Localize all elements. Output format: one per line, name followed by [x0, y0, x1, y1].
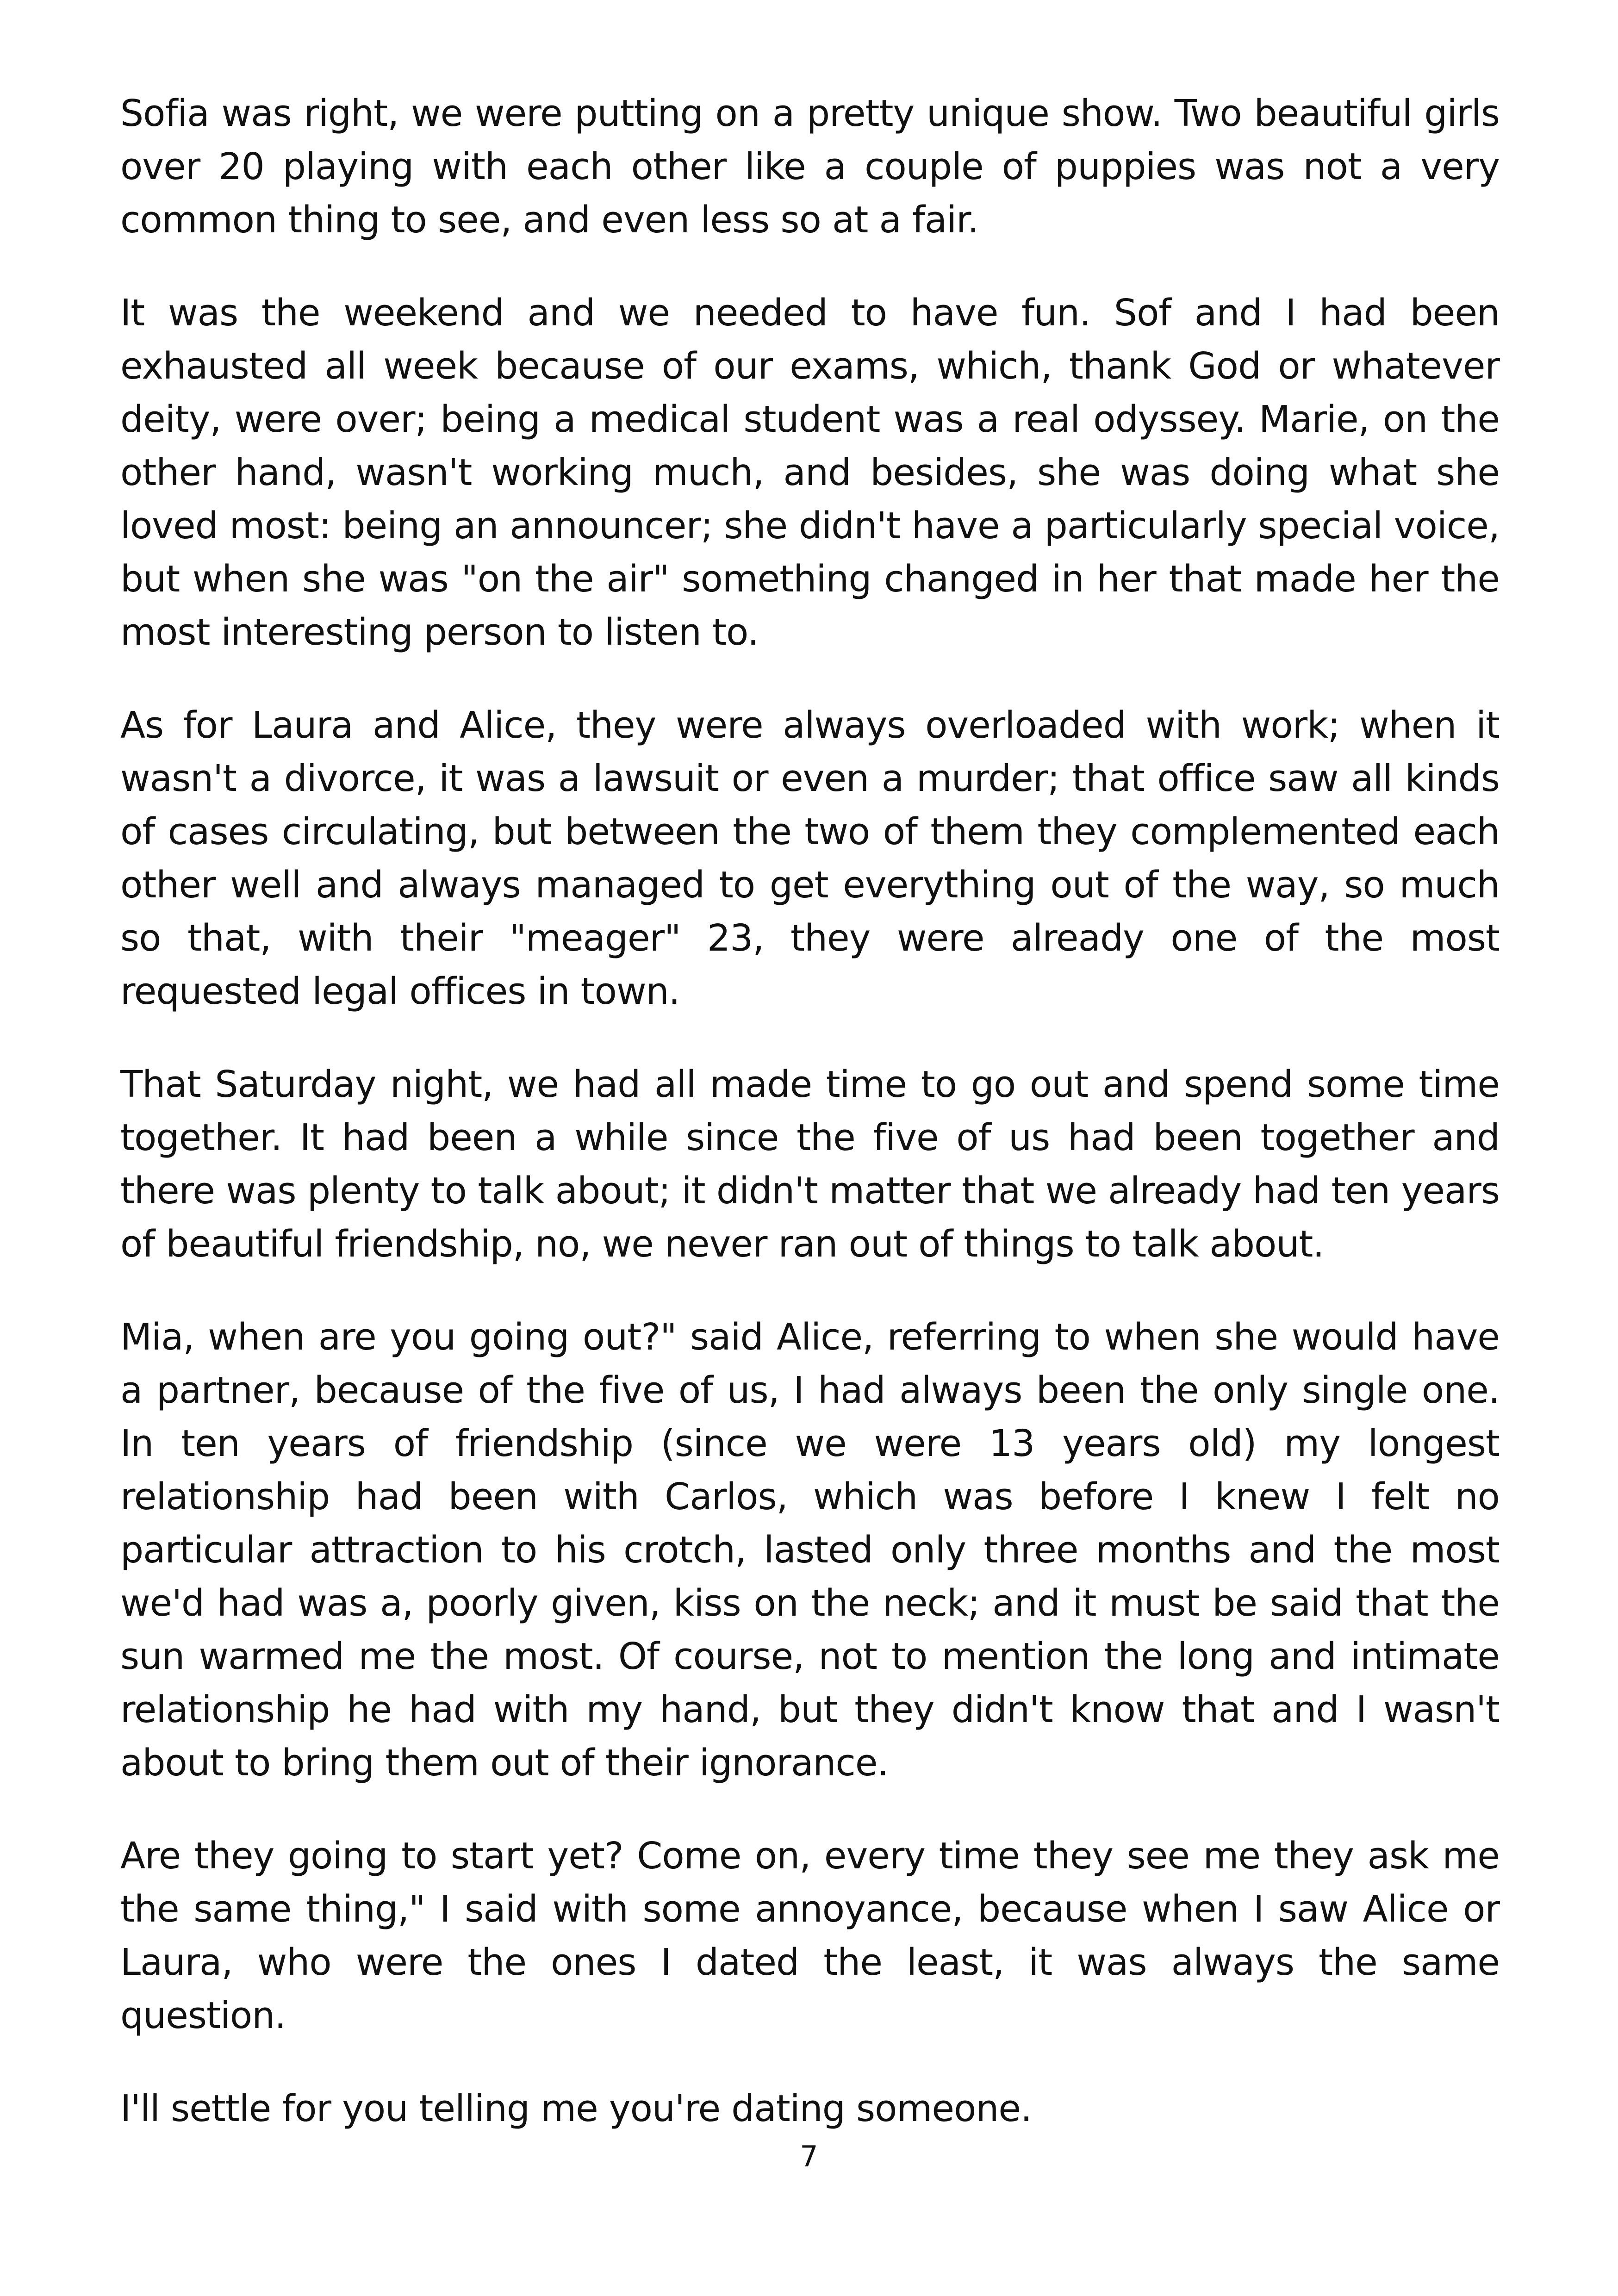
paragraph-1: Sofia was right, we were putting on a pretty unique show. Two beautiful girls over 20 playing with each other like a couple of puppies was not a very common thing to see, and even less so at a fair. — [120, 92, 1500, 241]
body-text — [120, 87, 1500, 2175]
page-number: 7 — [800, 2140, 818, 2173]
paragraph-3: As for Laura and Alice, they were always overloaded with work; when it wasn't a divorce, it was a lawsuit or even a murder; that office saw all kinds of cases circulating, but between the two of them they complemented each other well and always managed to get everything out of the way, so much so that, with their "meager" 23, they were already one of the most requested legal offices in town. — [120, 704, 1500, 1013]
paragraph-6: Are they going to start yet? Come on, every time they see me they ask me the same thing," I said with some annoyance, because when I saw Alice or Laura, who were the ones I dated the least, it was always the same question. — [120, 1835, 1500, 2037]
paragraph-5: Mia, when are you going out?" said Alice, referring to when she would have a partner, because of the five of us, I had always been the only single one. In ten years of friendship (since we were 13 years old) my longest relationship had been with Carlos, which was before I knew I felt no particular attraction to his crotch, lasted only three months and the most we'd had was a, poorly given, kiss on the neck; and it must be said that the sun warmed me the most. Of course, not to mention the long and intimate relationship he had with my hand, but they didn't know that and I wasn't about to bring them out of their ignorance. — [120, 1316, 1500, 1784]
paragraph-4: That Saturday night, we had all made time to go out and spend some time together. It had been a while since the five of us had been together and there was plenty to talk about; it didn't matter that we already had ten years of beautiful friendship, no, we never ran out of things to talk about. — [120, 1063, 1500, 1265]
paragraph-7: I'll settle for you telling me you're dating someone. — [120, 2087, 1032, 2130]
paragraph-2: It was the weekend and we needed to have fun. Sof and I had been exhausted all week because of our exams, which, thank God or whatever deity, were over; being a medical student was a real odyssey. Marie, on the other hand, wasn't working much, and besides, she was doing what she loved most: being an announcer; she didn't have a particularly special voice, but when she was "on the air" something changed in her that made her the most interesting person to listen to. — [120, 292, 1500, 653]
